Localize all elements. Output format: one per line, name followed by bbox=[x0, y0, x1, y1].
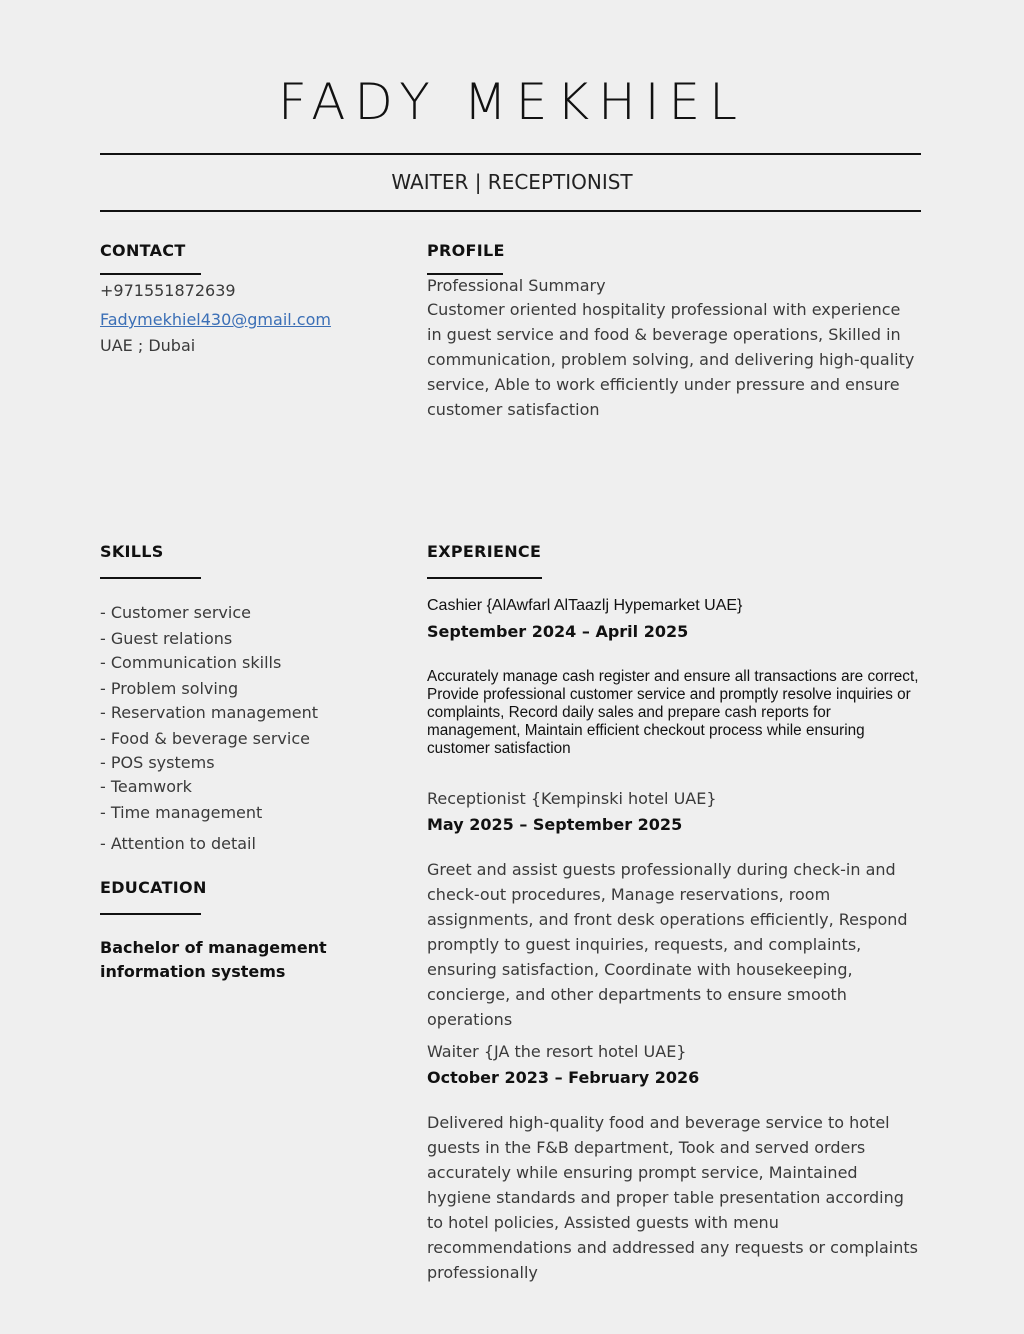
profile-underline bbox=[427, 273, 503, 275]
contact-phone: +971551872639 bbox=[100, 281, 236, 300]
job-dates: October 2023 – February 2026 bbox=[427, 1068, 700, 1087]
education-degree: Bachelor of management information systems bbox=[100, 938, 327, 981]
job-title: WAITER | RECEPTIONIST bbox=[391, 170, 633, 194]
education-heading: EDUCATION bbox=[100, 878, 207, 897]
experience-underline bbox=[427, 577, 542, 579]
skill-item: - Attention to detail bbox=[100, 834, 256, 853]
candidate-name: FADY MEKHIEL bbox=[278, 73, 746, 131]
skill-item: - Communication skills bbox=[100, 653, 282, 672]
skill-item: - POS systems bbox=[100, 753, 215, 772]
job-description: Accurately manage cash register and ensure all transactions are correct, Provide professional customer service and promptly resolve inquiries or complaints, Record daily sales and prepare cash reports for management, Maintain efficient checkout process while ensuring customer satisfaction bbox=[427, 668, 919, 757]
skill-item: - Teamwork bbox=[100, 777, 192, 796]
skills-heading: SKILLS bbox=[100, 542, 164, 561]
job-dates: May 2025 – September 2025 bbox=[427, 815, 683, 834]
job-dates: September 2024 – April 2025 bbox=[427, 622, 689, 641]
skill-item: - Reservation management bbox=[100, 703, 319, 722]
skills-underline bbox=[100, 577, 201, 579]
header-rule-top bbox=[100, 153, 921, 155]
profile-heading: PROFILE bbox=[427, 241, 505, 260]
job-role: Cashier {AlAwfarl AlTaazlj Hypemarket UAE} bbox=[427, 597, 743, 614]
job-role: Waiter {JA the resort hotel UAE} bbox=[427, 1042, 687, 1061]
header-rule-bottom bbox=[100, 210, 921, 212]
job-description: Greet and assist guests professionally during check-in and check-out procedures, Manage reservations, room assignments, and front desk operations efficiently, Respond promptly to guest inquiries, requests, and complaints, ensuring satisfaction, Coordinate with housekeeping, concierge, and other departments to ensure smooth operations bbox=[427, 860, 908, 1029]
job-description: Delivered high-quality food and beverage service to hotel guests in the F&B department, Took and served orders accurately while ensuring prompt service, Maintained hygiene standards and proper table presentation according to hotel policies, Assisted guests with menu recommendations and addressed any requests or complaints professionally bbox=[427, 1113, 918, 1282]
contact-email-link[interactable]: Fadymekhiel430@gmail.com bbox=[100, 310, 331, 329]
experience-heading: EXPERIENCE bbox=[427, 542, 542, 561]
skill-item: - Time management bbox=[100, 803, 263, 822]
profile-summary: Customer oriented hospitality professional with experience in guest service and food & beverage operations, Skilled in communication, problem solving, and delivering high-quality service, Able to work efficiently under pressure and ensure customer satisfaction bbox=[427, 300, 915, 419]
skill-item: - Food & beverage service bbox=[100, 729, 310, 748]
skill-item: - Problem solving bbox=[100, 679, 239, 698]
contact-location: UAE ; Dubai bbox=[100, 336, 196, 355]
contact-underline bbox=[100, 273, 201, 275]
education-underline bbox=[100, 913, 201, 915]
profile-subheading: Professional Summary bbox=[427, 276, 606, 295]
skill-item: - Customer service bbox=[100, 603, 251, 622]
job-role: Receptionist {Kempinski hotel UAE} bbox=[427, 789, 717, 808]
contact-heading: CONTACT bbox=[100, 241, 186, 260]
skill-item: - Guest relations bbox=[100, 629, 233, 648]
